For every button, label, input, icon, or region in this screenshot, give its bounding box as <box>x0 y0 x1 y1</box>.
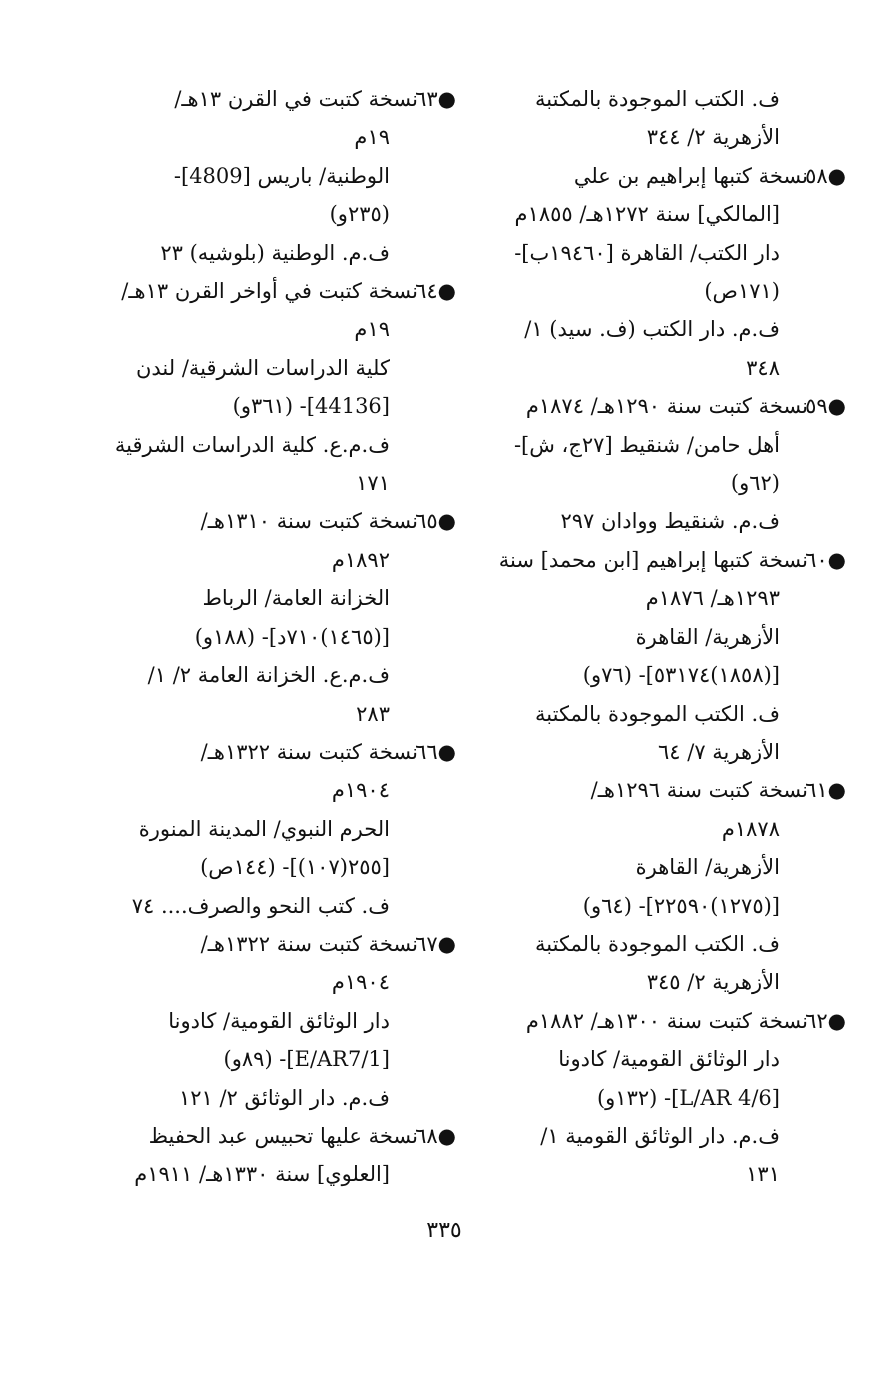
entry-line: ف.م. دار الوثائق القومية ١/ <box>540 1123 780 1148</box>
page-number: ٣٣٥ <box>426 1218 462 1243</box>
entry-line: ف.م. دار الكتب (ف. سيد) ١/ <box>524 317 780 342</box>
entry-63 <box>72 80 456 272</box>
right-column <box>462 80 846 1194</box>
entry-line: ف. كتب النحو والصرف.... ٧٤ <box>131 893 390 918</box>
entry-67 <box>72 925 456 1117</box>
entry-line: نسخة كتبت في أواخر القرن ١٣هـ/ <box>121 279 418 304</box>
entry-line: ١٧١ <box>356 471 390 496</box>
entry-64 <box>72 272 456 502</box>
entry-line: ١٣١ <box>746 1162 780 1187</box>
entry-marker: ●٦١ <box>805 778 846 803</box>
entry-line: (٢٣٥و) <box>329 202 390 227</box>
entry-line: ١٩م <box>354 125 390 150</box>
continuation-entry <box>462 80 808 157</box>
entry-line: ف. الكتب الموجودة بالمكتبة <box>535 87 780 111</box>
entry-line: ف.م. الوطنية (بلوشيه) ٢٣ <box>160 240 390 265</box>
entry-marker: ●٥٩ <box>805 394 846 419</box>
entry-line: دار الوثائق القومية/ كادونا <box>168 1008 390 1033</box>
entry-line: ف.م. شنقيط ووادان ٢٩٧ <box>560 509 780 534</box>
entry-line: ١٢٩٣هـ/ ١٨٧٦م <box>645 586 780 611</box>
entry-line: ٣٤٨ <box>746 355 780 380</box>
entry-line: ف. الكتب الموجودة بالمكتبة <box>535 701 780 726</box>
entry-marker: ●٦٥ <box>415 509 456 534</box>
entry-line: نسخة كتبت سنة ١٣٢٢هـ/ <box>200 739 418 764</box>
entry-line: الحرم النبوي/ المدينة المنورة <box>138 816 390 841</box>
entry-line: نسخة كتبت سنة ١٣٠٠هـ/ ١٨٨٢م <box>525 1008 808 1033</box>
entry-marker: ●٦٢ <box>805 1008 846 1033</box>
entry-line: ١٨٩٢م <box>331 547 390 572</box>
entry-line: نسخة عليها تحبيس عبد الحفيظ <box>148 1123 418 1148</box>
entry-line: [L/AR 4/6]- (١٣٢و) <box>596 1085 780 1110</box>
entry-line: [44136]- (٣٦١و) <box>232 394 390 419</box>
entry-60 <box>462 541 846 771</box>
entry-line: الأزهرية ٢/ ٣٤٥ <box>646 970 780 995</box>
entry-line: الخزانة العامة/ الرباط <box>202 586 390 611</box>
entry-marker: ●٦٨ <box>415 1123 456 1148</box>
entry-marker: ●٦٦ <box>415 739 456 764</box>
entry-line: [E/AR7/1]- (٨٩و) <box>223 1047 390 1072</box>
entry-line: [المالكي] سنة ١٢٧٢هـ/ ١٨٥٥م <box>514 202 780 227</box>
left-column <box>72 80 456 1194</box>
entry-line: دار الكتب/ القاهرة [١٩٤٦٠ب]- <box>514 240 780 265</box>
entry-line: [(١٨٥٨)٥٣١٧٤]- (٧٦و) <box>582 663 780 688</box>
entry-line: كلية الدراسات الشرقية/ لندن <box>135 355 390 380</box>
entry-line: دار الوثائق القومية/ كادونا <box>558 1047 780 1072</box>
entry-59 <box>462 387 846 541</box>
entry-line: ١٩٠٤م <box>331 778 390 803</box>
entry-marker: ●٦٤ <box>415 279 456 304</box>
entry-marker: ●٦٣ <box>415 87 456 111</box>
entry-line: نسخة كتبت سنة ١٢٩٦هـ/ <box>590 778 808 803</box>
entry-line: نسخة كتبها إبراهيم بن علي <box>573 163 808 188</box>
entry-line: الأزهرية ٧/ ٦٤ <box>657 739 780 764</box>
entry-line: نسخة كتبت في القرن ١٣هـ/ <box>174 87 418 111</box>
entry-line: (١٧١ص) <box>704 279 780 304</box>
entry-line: [العلوي] سنة ١٣٣٠هـ/ ١٩١١م <box>134 1162 390 1187</box>
entry-line: ١٩م <box>354 317 390 342</box>
entry-line: الأزهرية/ القاهرة <box>635 624 780 649</box>
entry-marker: ●٥٨ <box>805 163 846 188</box>
entry-line: (٦٢و) <box>730 471 780 496</box>
entry-58 <box>462 157 846 387</box>
entry-line: [(١٢٧٥)٢٢٥٩٠]- (٦٤و) <box>582 893 780 918</box>
entry-line: الأزهرية ٢/ ٣٤٤ <box>646 125 780 150</box>
entry-line: أهل حامن/ شنقيط [٢٧ج، ش]- <box>513 432 780 457</box>
entry-line: نسخة كتبت سنة ١٣١٠هـ/ <box>200 509 418 534</box>
entry-line: ١٩٠٤م <box>331 970 390 995</box>
entry-line: ف. الكتب الموجودة بالمكتبة <box>535 931 780 956</box>
entry-line: نسخة كتبت سنة ١٣٢٢هـ/ <box>200 931 418 956</box>
entry-marker: ●٦٧ <box>415 931 456 956</box>
entry-line: ف.م.ع. الخزانة العامة ٢/ ١/ <box>147 663 390 688</box>
entry-line: نسخة كتبها إبراهيم [ابن محمد] سنة <box>498 547 808 572</box>
entry-line: [(١٤٦٥)٧١٠د]- (١٨٨و) <box>194 624 390 649</box>
entry-marker: ●٦٠ <box>805 547 846 572</box>
entry-62 <box>462 1002 846 1194</box>
entry-line: [٢٥٥(١٠٧)]- (١٤٤ص) <box>200 855 390 880</box>
entry-66 <box>72 733 456 925</box>
entry-61 <box>462 771 846 1001</box>
entry-line: الوطنية/ باريس [4809]- <box>173 163 390 188</box>
entry-line: نسخة كتبت سنة ١٢٩٠هـ/ ١٨٧٤م <box>525 394 808 419</box>
entry-68 <box>72 1117 456 1194</box>
entry-65 <box>72 502 456 732</box>
entry-line: ف.م.ع. كلية الدراسات الشرقية <box>114 432 390 457</box>
entry-line: ف.م. دار الوثائق ٢/ ١٢١ <box>178 1085 390 1110</box>
entry-line: ٢٨٣ <box>356 701 390 726</box>
entry-line: ١٨٧٨م <box>721 816 780 841</box>
entry-line: الأزهرية/ القاهرة <box>635 855 780 880</box>
